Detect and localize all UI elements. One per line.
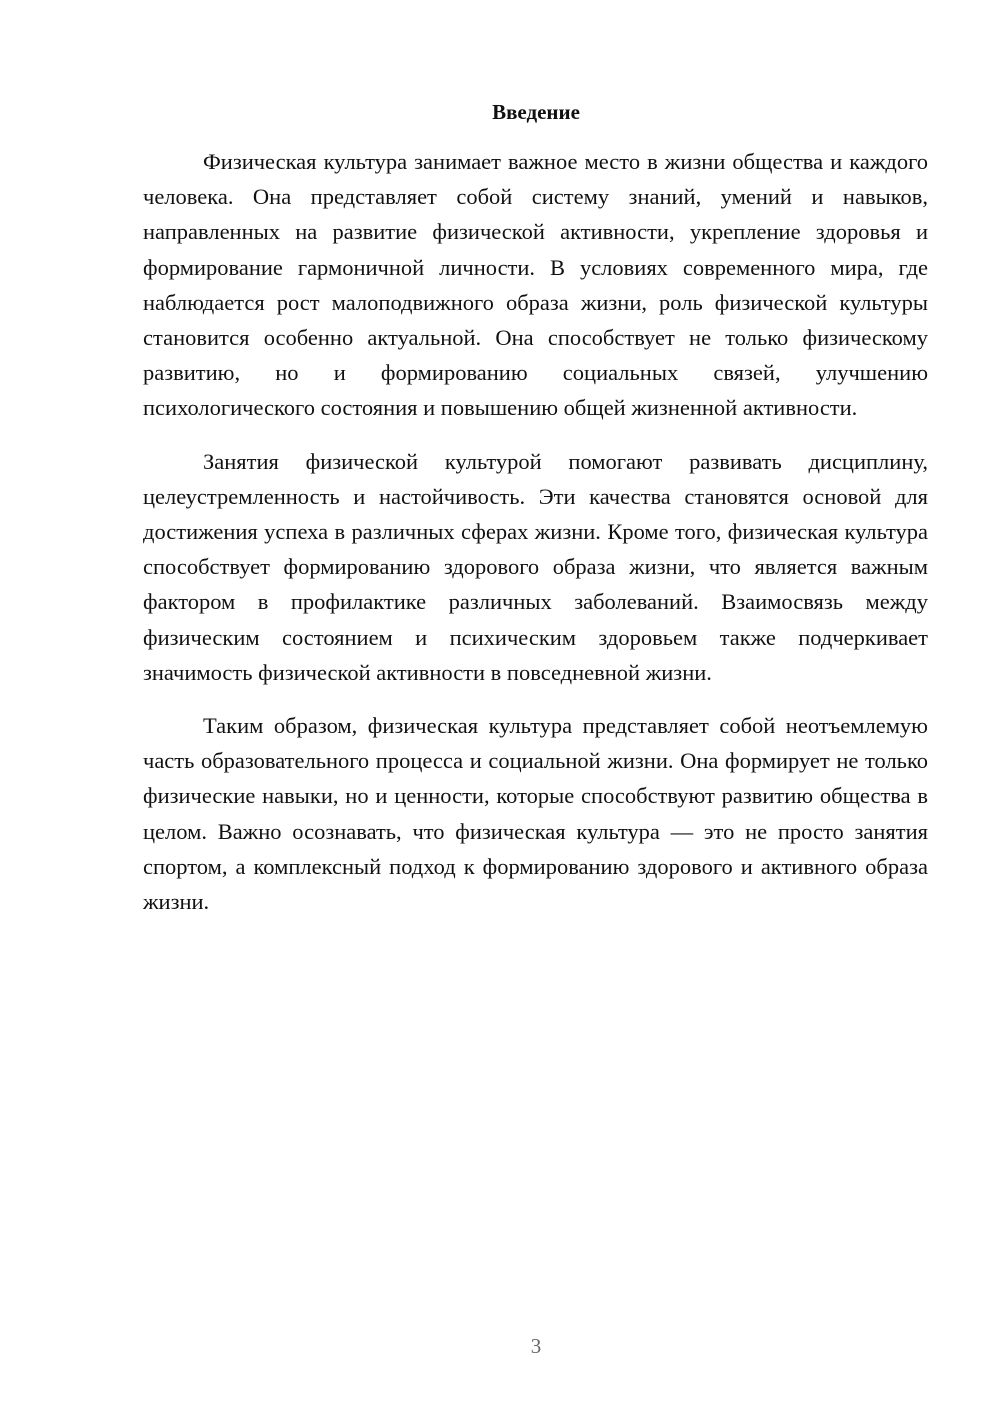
page-number: 3 [530, 1334, 542, 1358]
paragraph-3: Таким образом, физическая культура представляет собой неотъемлемую часть образовательного процесса и социальной жизни. Она формирует не только физические навыки, но и ценности, которые способствуют развитию общества в целом. Важно осознавать, что физическая культура — это не просто занятия спортом, а комплексный подход к формированию здорового и активного образа жизни. [143, 713, 928, 915]
paragraph-1: Физическая культура занимает важное место в жизни общества и каждого человека. Она представляет собой систему знаний, умений и навыков, направленных на развитие физической активности, укрепление здоровья и формирование гармоничной личности. В условиях современного мира, где наблюдается рост малоподвижного образа жизни, роль физической культуры становится особенно актуальной. Она способствует не только физическому развитию, но и формированию социальных связей, улучшению психологического состояния и повышению общей жизненной активности. [143, 149, 928, 421]
paragraph-2: Занятия физической культурой помогают развивать дисциплину, целеустремленность и настойчивость. Эти качества становятся основой для достижения успеха в различных сферах жизни. Кроме того, физическая культура способствует формированию здорового образа жизни, что является важным фактором в профилактике различных заболеваний. Взаимосвязь между физическим состоянием и психическим здоровьем также подчеркивает значимость физической активности в повседневной жизни. [143, 448, 928, 685]
section-title: Введение [492, 100, 580, 124]
body-text [143, 144, 928, 937]
